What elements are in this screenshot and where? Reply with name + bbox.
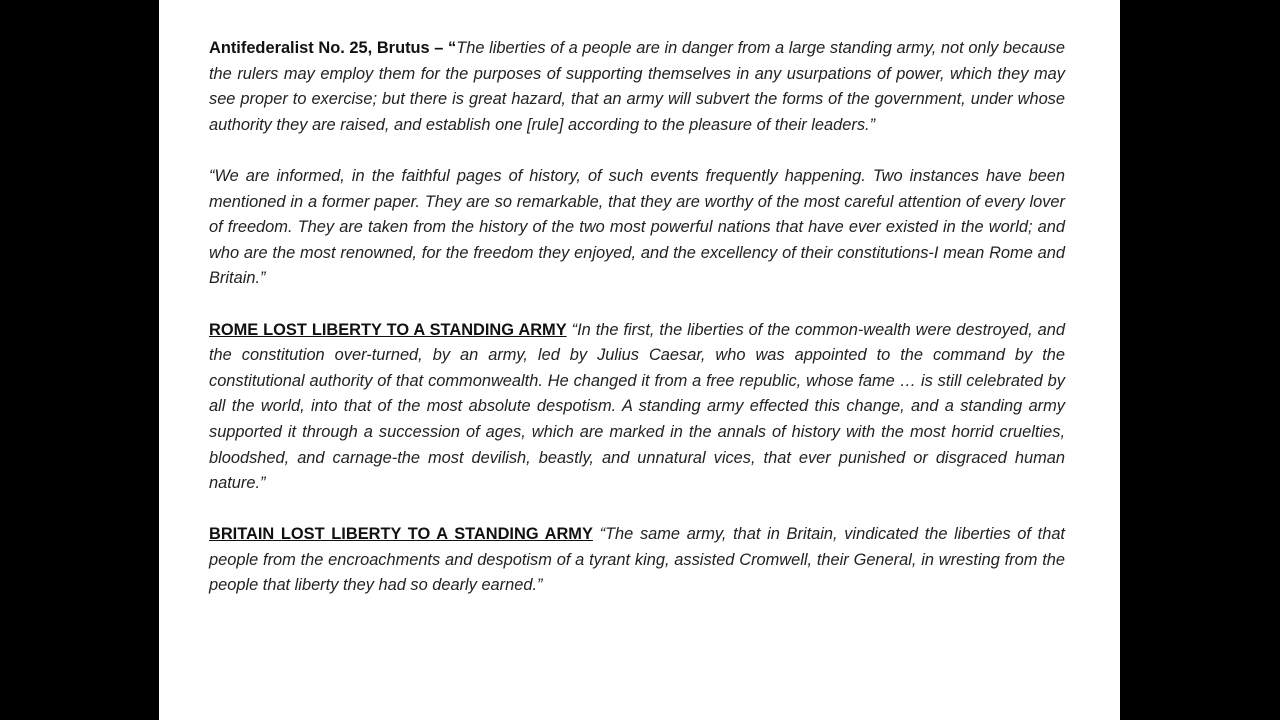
quote-text: “In the first, the liberties of the common-wealth were destroyed, and the constitution over-turned, by an army, led by Julius Caesar, who was appointed to the command by the constitutional authority of that commonwealth. He changed it from a free republic, whose fame … is still celebrated by all the world, into that of the most absolute despotism. A standing army effected this change, and a standing army supported it through a succession of ages, which are marked in the annals of history with the most horrid cruelties, bloodshed, and carnage-the most devilish, beastly, and unnatural vices, that ever punished or disgraced human nature.” xyxy=(209,320,1066,493)
document-body xyxy=(209,36,1065,625)
quote-text: “We are informed, in the faithful pages of history, of such events frequently happening. Two instances have been mentioned in a former paper. They are so remarkable, that they are worthy of the most careful attention of every lover of freedom. They are taken from the history of the two most powerful nations that have ever existed in the world; and who are the most renowned, for the freedom they enjoyed, and the excellency of their constitutions-I mean Rome and Britain.” xyxy=(209,166,1065,288)
section-heading-rome: ROME LOST LIBERTY TO A STANDING ARMY xyxy=(209,320,567,339)
paragraph-brutus-intro xyxy=(209,36,1065,138)
quote-text: “The same army, that in Britain, vindicated the liberties of that people from the encroachments and despotism of a tyrant king, assisted Cromwell, their General, in wresting from the people that liberty they had so dearly earned.” xyxy=(209,525,1065,595)
quote-text: The liberties of a people are in danger from a large standing army, not only because the rulers may employ them for the purposes of supporting themselves in any usurpations of power, which they may see proper to exercise; but there is great hazard, that an army will subvert the forms of the government, under whose authority they are raised, and establish one [rule] according to the pleasure of their leaders.” xyxy=(209,39,1065,134)
paragraph-rome xyxy=(209,318,1065,497)
document-page xyxy=(159,0,1120,720)
source-citation: Antifederalist No. 25, Brutus – “ xyxy=(209,39,457,57)
section-heading-britain: BRITAIN LOST LIBERTY TO A STANDING ARMY xyxy=(209,525,593,544)
paragraph-britain xyxy=(209,522,1065,599)
paragraph-history xyxy=(209,164,1065,292)
